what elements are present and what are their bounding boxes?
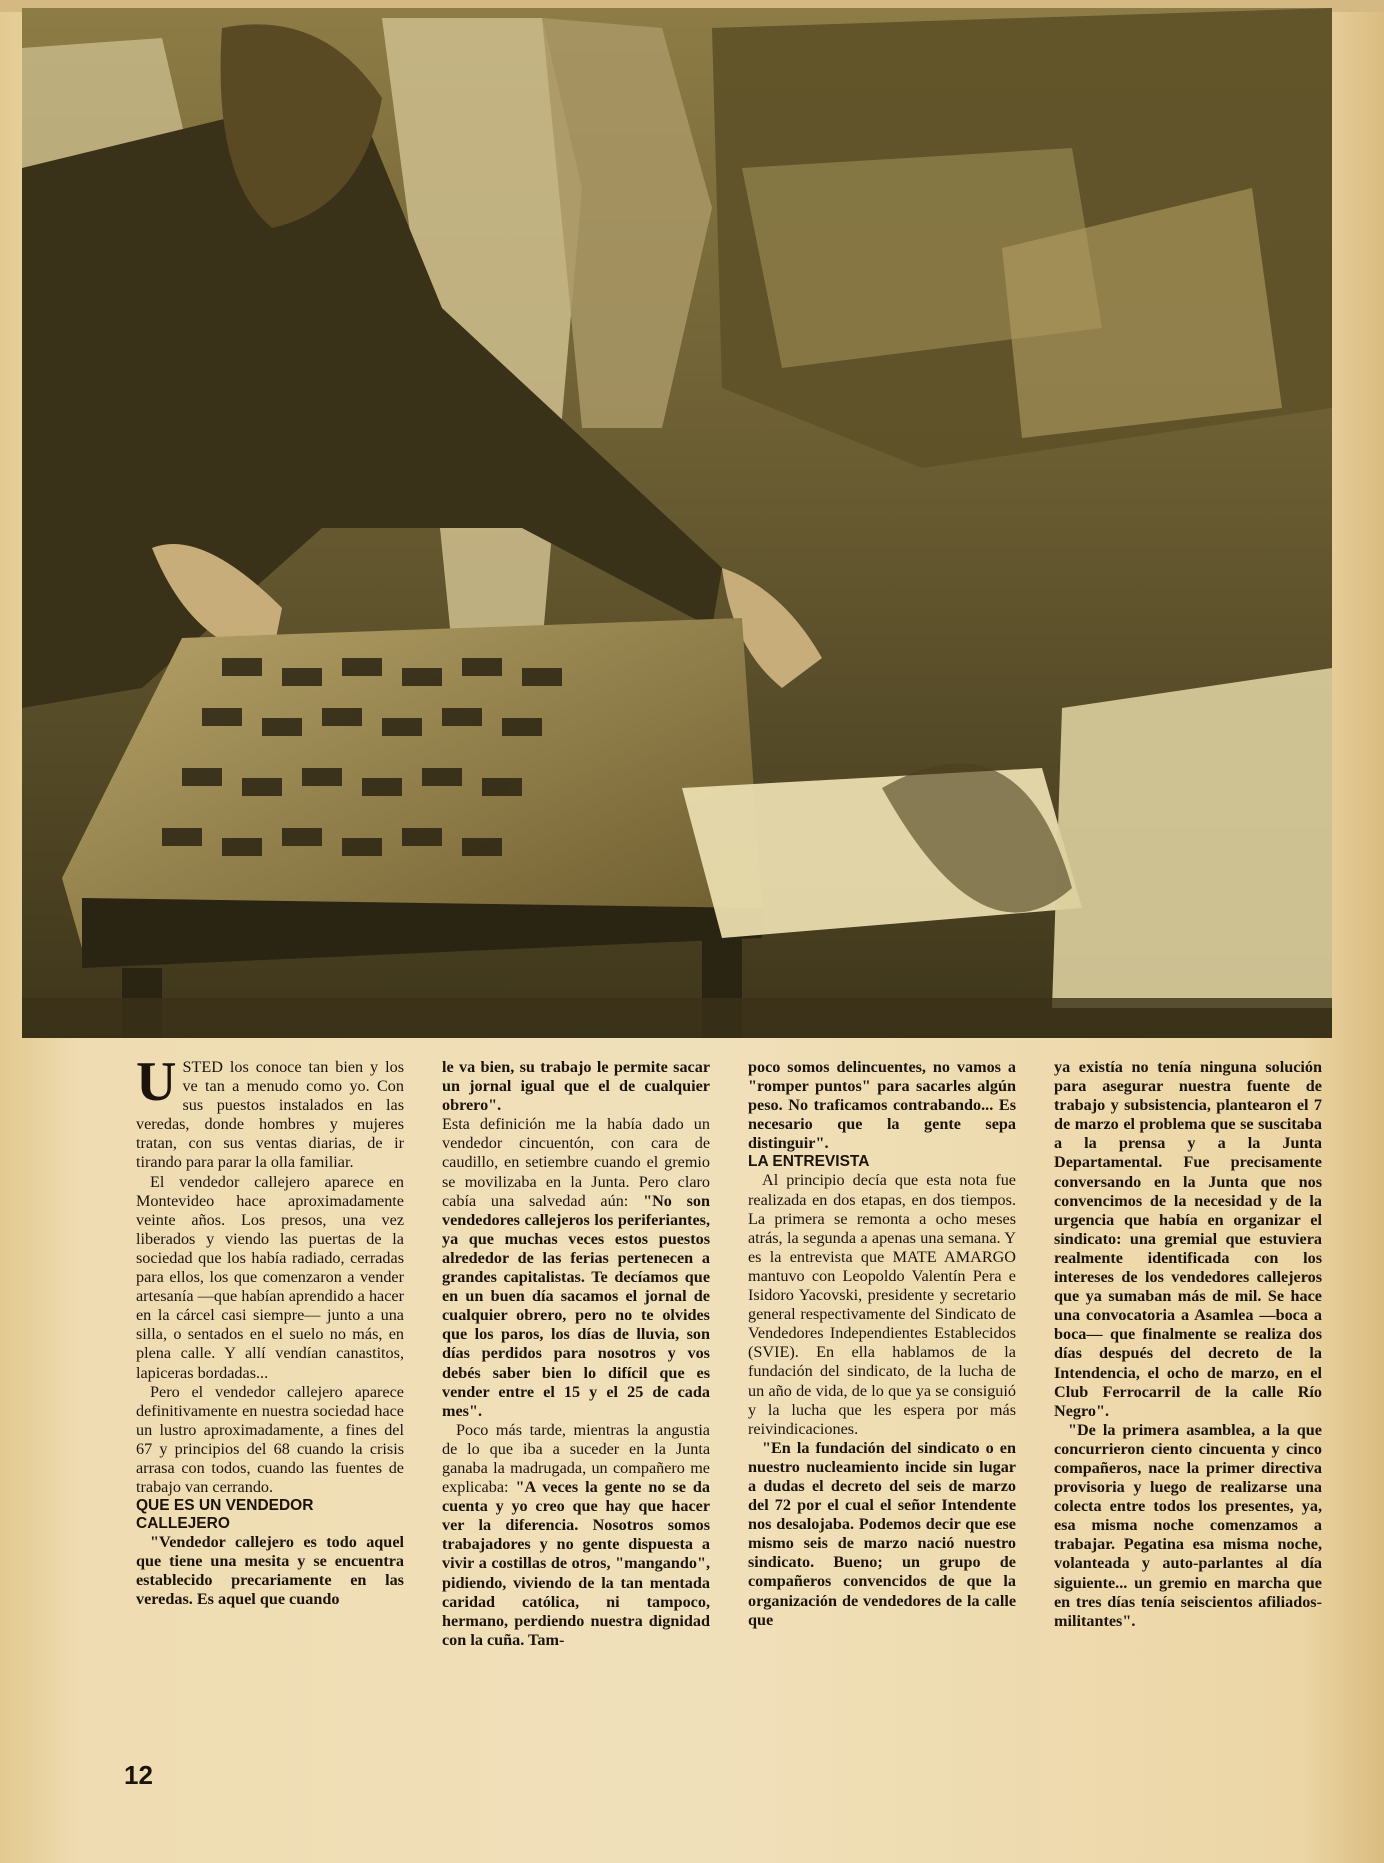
article-column-3 [748, 1058, 1016, 1758]
article-column-4 [1054, 1058, 1322, 1758]
street-vendor-photo [22, 8, 1332, 1038]
paragraph-text: Poco más tarde, mientras la angustia de lo que iba a suceder en la Junta ganaba la madrugada, un compañero me explicaba: [442, 1420, 710, 1497]
section-heading: LA ENTREVISTA [748, 1153, 870, 1171]
quote-text: "No son vendedores callejeros los periferiantes, ya que muchas veces estos puestos alrededor de las ferias pertenecen a grandes capitalistas. Te decíamos que en un buen día sacamos el jornal de cualquier obrero, pero no te olvides que los paros, los días de lluvia, son días perdidos para nosotros y vos debés saber bien lo difícil que es vender entre el 15 y el 25 de cada mes". [442, 1191, 711, 1420]
quote-paragraph: "Vendedor callejero es todo aquel que tiene una mesita y se encuentra establecido precariamente en las veredas. Es aquel que cuando [136, 1533, 404, 1609]
quote-paragraph: "De la primera asamblea, a la que concurrieron ciento cincuenta y cinco compañeros, nace la primer directiva provisoria y luego de realizarse una colecta entre todos los presentes, ya, esa misma noche comenzamos a trabajar. Pegatina esa misma noche, volanteada y auto-parlantes al día siguiente... un gremio en marcha que en tres días tenía seiscientos afiliados-militantes". [1054, 1420, 1322, 1630]
article-column-1 [136, 1051, 404, 1758]
quote-paragraph: "En la fundación del sindicato o en nuestro nucleamiento incide sin lugar a dudas el decreto del seis de marzo del 72 por el cual el señor Intendente nos desalojaba. Podemos decir que ese mismo seis de marzo nació nuestro sindicato. Bueno; un grupo de compañeros convencidos de que la organización de vendedores de la calle que [748, 1438, 1016, 1629]
quote-paragraph: poco somos delincuentes, no vamos a "romper puntos" para sacarles algún peso. No traficamos contrabando... Es necesario que la gente sepa distinguir". [748, 1058, 1016, 1153]
page-number: 12 [124, 1760, 153, 1790]
quote-paragraph: ya existía no tenía ninguna solución para asegurar nuestra fuente de trabajo y subsistencia, plantearon el 7 de marzo el problema que se suscitaba a la prensa y a la Junta Departamental. Fue precisamente conversando en la Junta que nos convencimos de la necesidad y de la urgencia que había en organizar el sindicato: una gremial que estuviera realmente identificada con los intereses de los vendedores callejeros que ya sumaban más de mil. Se hace una convocatoria a Asamlea —boca a boca— que finalmente se realiza dos días después del decreto de la Intendencia, el ocho de marzo, en el Club Ferrocarril de la calle Río Negro". [1054, 1058, 1322, 1420]
section-heading: QUE ES UN VENDEDOR CALLEJERO [136, 1497, 314, 1533]
paragraph: El vendedor callejero aparece en Montevideo hace aproximadamente veinte años. Los presos, una vez liberados y viendo las puertas de la sociedad que los había radiado, cerradas para ellos, los que comenzaron a vender artesanía —que habían aprendido a hacer en la cárcel casi siempre— junto a una silla, o sentados en el suelo no más, en plena calle. Y allí vendían canastitos, lapiceras bordadas... [136, 1172, 404, 1382]
quote-text: "A veces la gente no se da cuenta y yo creo que hay que hacer ver la diferencia. Nosotros somos trabajadores y no gente dispuesta a vivir a costillas de otros, "mangando", pidiendo, viviendo de la tan mentada caridad católica, ni tampoco, hermano, perdiendo nuestra dignidad con la cuña. Tam- [442, 1478, 711, 1649]
mixed-paragraph [442, 1115, 710, 1421]
article-columns [136, 1051, 1326, 1758]
market-stall-photo-icon [22, 8, 1332, 1038]
intro-paragraph [136, 1051, 404, 1173]
drop-cap: U [136, 1051, 177, 1113]
article-column-2 [442, 1058, 710, 1758]
quote-paragraph: le va bien, su trabajo le permite sacar un jornal igual que el de cualquier obrero". [442, 1058, 710, 1115]
paragraph: Pero el vendedor callejero aparece definitivamente en nuestra sociedad hace un lustro aproximadamente, a fines del 67 y principios del 68 cuando la crisis arrasa con todos, cuando las fuentes de trabajo van cerrando. [136, 1382, 404, 1497]
mixed-paragraph [442, 1421, 710, 1650]
paragraph-text: Esta definición me la había dado un vendedor cincuentón, con cara de caudillo, en setiembre cuando el gremio se movilizaba en la Junta. Pero claro cabía una salvedad aún: [442, 1115, 710, 1210]
intro-text: STED los conoce tan bien y los ve tan a menudo como yo. Con sus puestos instalados en las veredas, donde hombres y mujeres tratan, con sus ventas diarias, de ir tirando para parar la olla familiar. [136, 1058, 404, 1172]
paragraph: Al principio decía que esta nota fue realizada en dos etapas, en dos tiempos. La primera se remonta a ocho meses atrás, la segunda a apenas una semana. Y es la entrevista que MATE AMARGO mantuvo con Leopoldo Valentín Pera e Isidoro Yacovski, presidente y secretario general respectivamente del Sindicato de Vendedores Independientes Establecidos (SVIE). En ella hablamos de la fundación del sindicato, de la lucha de un año de vida, de lo que ya se consiguió y la lucha que les espera por más reivindicaciones. [748, 1171, 1016, 1438]
